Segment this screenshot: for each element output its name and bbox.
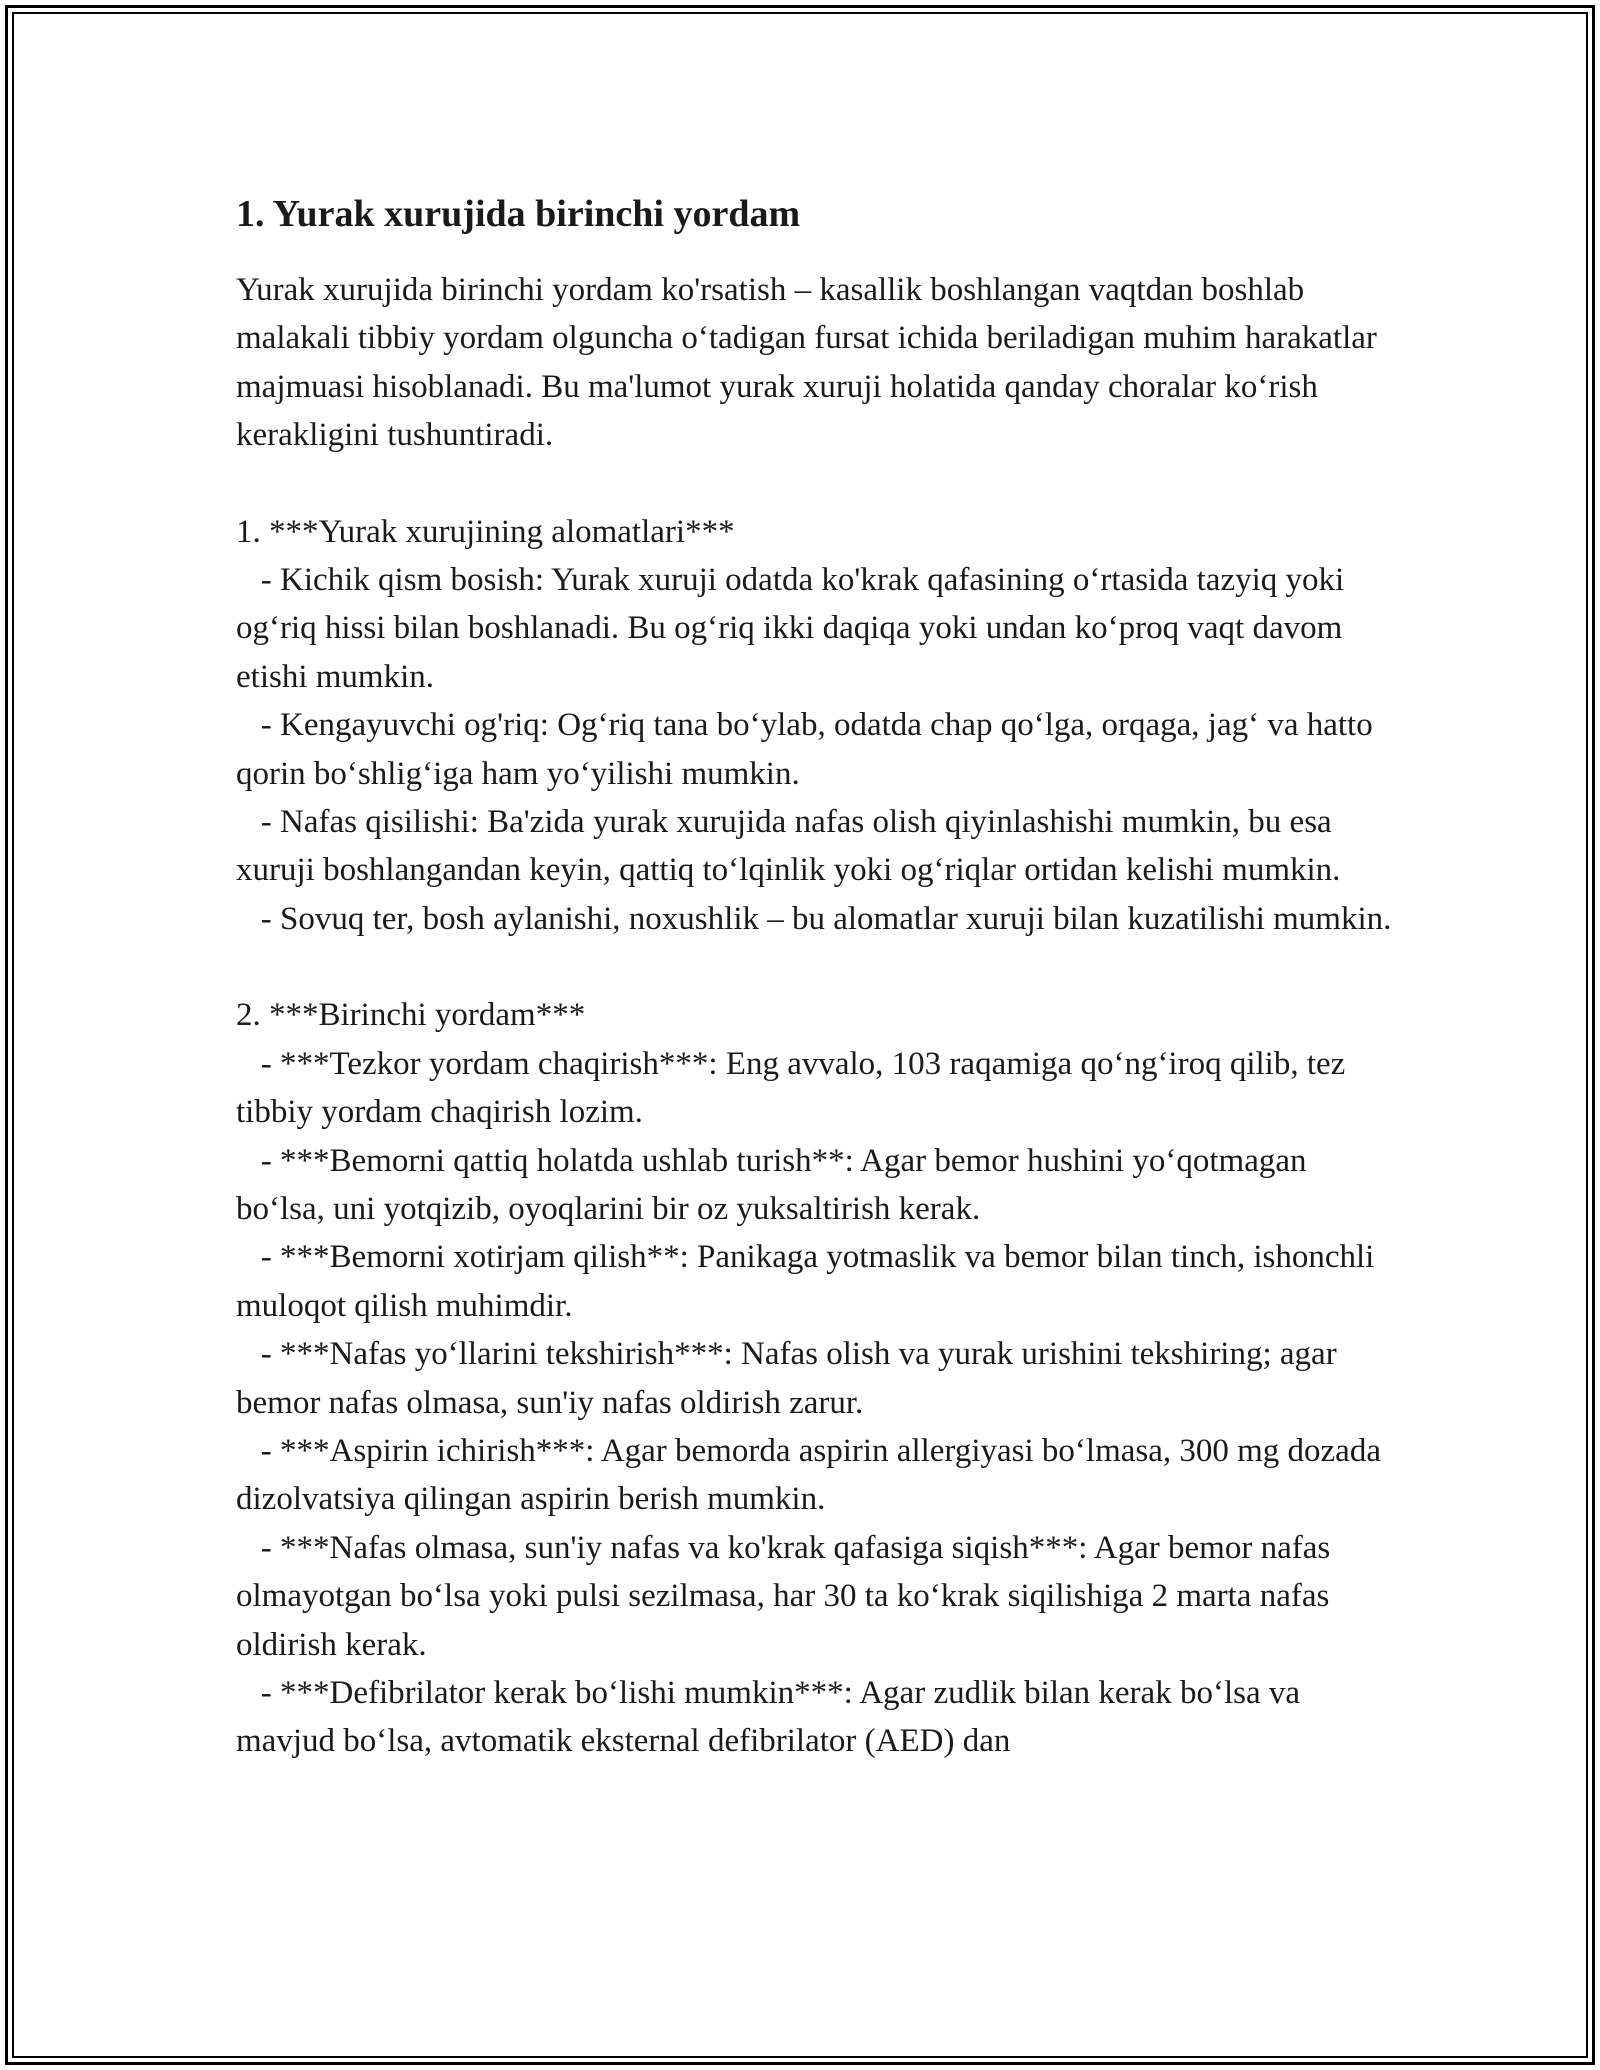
list-item (236, 1669, 1396, 1766)
list-item (236, 1427, 1396, 1524)
section-heading: 1. ***Yurak xurujining alomatlari*** (236, 513, 735, 550)
list-item (236, 798, 1396, 895)
list-item (236, 1330, 1396, 1427)
list-item (236, 895, 1396, 943)
list-item-text: - ***Tezkor yordam chaqirish***: Eng avvalo, 103 raqamiga qoʻngʻiroq qilib, tez tibbiy yordam chaqirish lozim. (236, 1045, 1346, 1131)
section-symptoms (236, 508, 1396, 944)
document-title: 1. Yurak xurujida birinchi yordam (236, 193, 801, 235)
list-item (236, 556, 1396, 701)
list-item-text: - Sovuq ter, bosh aylanishi, noxushlik – bu alomatlar xuruji bilan kuzatilishi mumkin. (260, 900, 1392, 937)
list-item-text: - ***Nafas olmasa, sun'iy nafas va ko'krak qafasiga siqish***: Agar bemor nafas olmayotgan boʻlsa yoki pulsi sezilmasa, har 30 ta koʻkrak siqilishiga 2 marta nafas oldirish kerak. (236, 1529, 1331, 1663)
list-item-text: - ***Defibrilator kerak boʻlishi mumkin***: Agar zudlik bilan kerak boʻlsa va mavjud boʻlsa, avtomatik eksternal defibrilator (AED) dan (236, 1674, 1300, 1760)
list-item-text: - ***Bemorni xotirjam qilish**: Panikaga yotmaslik va bemor bilan tinch, ishonchli muloqot qilish muhimdir. (236, 1239, 1375, 1324)
list-item (236, 1137, 1396, 1234)
document-body (236, 188, 1396, 1766)
list-item (236, 1233, 1396, 1330)
intro-paragraph: Yurak xurujida birinchi yordam ko'rsatish – kasallik boshlangan vaqtdan boshlab malakali tibbiy yordam olguncha oʻtadigan fursat ichida beriladigan muhim harakatlar majmuasi hisoblanadi. Bu ma'lumot yurak xuruji holatida qanday choralar koʻrish kerakligini tushuntiradi. (236, 272, 1377, 454)
list-item-text: - ***Aspirin ichirish***: Agar bemorda aspirin allergiyasi boʻlmasa, 300 mg dozada dizolvatsiya qilingan aspirin berish mumkin. (236, 1432, 1381, 1518)
section-first-aid (236, 991, 1396, 1766)
list-item (236, 1040, 1396, 1137)
list-item-text: - ***Nafas yoʻllarini tekshirish***: Nafas olish va yurak urishini tekshiring; agar bemor nafas olmasa, sun'iy nafas oldirish zarur. (236, 1336, 1337, 1421)
section-heading: 2. ***Birinchi yordam*** (236, 997, 586, 1034)
first-aid-list (236, 1040, 1396, 1766)
list-item-text: - Kichik qism bosish: Yurak xuruji odatda ko'krak qafasining oʻrtasida tazyiq yoki ogʻriq hissi bilan boshlanadi. Bu ogʻriq ikki daqiqa yoki undan koʻproq vaqt davom etishi mumkin. (236, 562, 1345, 695)
list-item-text: - Nafas qisilishi: Ba'zida yurak xurujida nafas olish qiyinlashishi mumkin, bu esa xuruji boshlangandan keyin, qattiq toʻlqinlik yoki ogʻriqlar ortidan kelishi mumkin. (236, 804, 1341, 889)
list-item (236, 701, 1396, 798)
list-item-text: - Kengayuvchi og'riq: Ogʻriq tana boʻylab, odatda chap qoʻlga, orqaga, jagʻ va hatto qorin boʻshligʻiga ham yoʻyilishi mumkin. (236, 707, 1373, 792)
list-item (236, 1524, 1396, 1669)
symptom-list (236, 556, 1396, 943)
list-item-text: - ***Bemorni qattiq holatda ushlab turish**: Agar bemor hushini yoʻqotmagan boʻlsa, uni yotqizib, oyoqlarini bir oz yuksaltirish kerak. (236, 1142, 1307, 1227)
